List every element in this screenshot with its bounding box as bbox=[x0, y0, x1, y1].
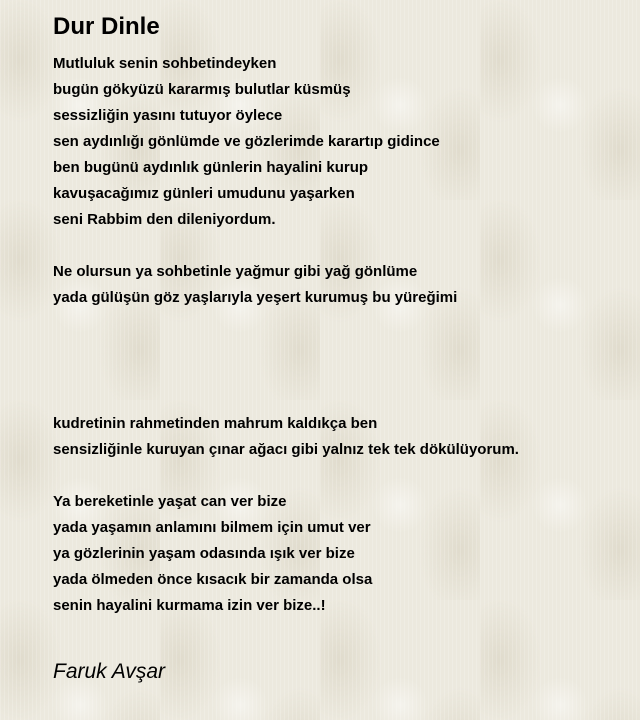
poem-line: kavuşacağımız günleri umudunu yaşarken bbox=[53, 185, 355, 202]
poem-line: Ne olursun ya sohbetinle yağmur gibi yağ gönlüme bbox=[53, 263, 418, 280]
stanza-4 bbox=[53, 489, 372, 619]
poem-line: ya gözlerinin yaşam odasında ışık ver bize bbox=[53, 545, 355, 562]
poem-line: seni Rabbim den dileniyordum. bbox=[53, 211, 276, 228]
poem-line: Mutluluk senin sohbetindeyken bbox=[53, 55, 277, 72]
poem-line: yada ölmeden önce kısacık bir zamanda olsa bbox=[53, 571, 373, 588]
poem-line: kudretinin rahmetinden mahrum kaldıkça ben bbox=[53, 415, 378, 432]
poem-line: sensizliğinle kuruyan çınar ağacı gibi yalnız tek tek dökülüyorum. bbox=[53, 441, 519, 458]
poem-line: yada yaşamın anlamını bilmem için umut ver bbox=[53, 519, 371, 536]
poem-line: ben bugünü aydınlık günlerin hayalini kurup bbox=[53, 159, 369, 176]
poem-line: sessizliğin yasını tutuyor öylece bbox=[53, 107, 283, 124]
poem-line: sen aydınlığı gönlümde ve gözlerimde karartıp gidince bbox=[53, 133, 440, 150]
poem-line: yada gülüşün göz yaşlarıyla yeşert kurumuş bu yüreğimi bbox=[53, 289, 458, 306]
stanza-1 bbox=[53, 51, 440, 233]
poem-line: senin hayalini kurmama izin ver bize..! bbox=[53, 597, 326, 614]
stanza-3 bbox=[53, 411, 519, 463]
stanza-2 bbox=[53, 259, 457, 311]
poem-line: Ya bereketinle yaşat can ver bize bbox=[53, 493, 287, 510]
poem-author: Faruk Avşar bbox=[53, 660, 166, 683]
poem-title: Dur Dinle bbox=[53, 13, 160, 40]
poem-line: bugün gökyüzü kararmış bulutlar küsmüş bbox=[53, 81, 351, 98]
